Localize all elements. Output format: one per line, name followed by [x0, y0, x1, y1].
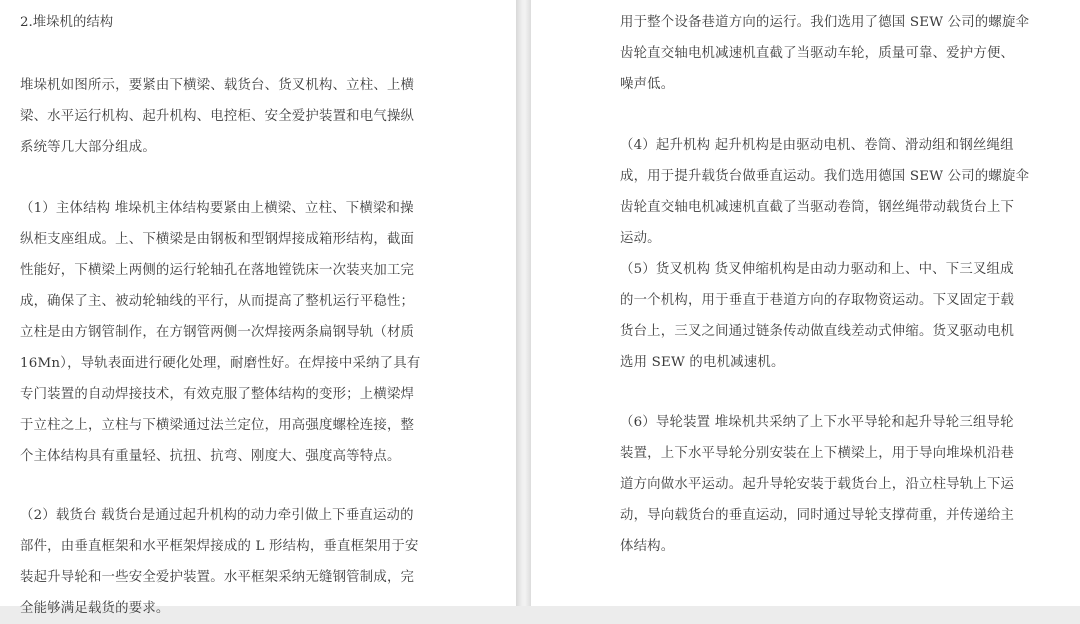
text-line: 体结构。 — [620, 539, 675, 554]
text-line: 齿轮直交轴电机减速机直截了当驱动卷筒，钢丝绳带动载货台上下 — [620, 200, 1015, 215]
text-line: （4）起升机构 起升机构是由驱动电机、卷筒、滑动组和钢丝绳组 — [620, 138, 1014, 153]
text-line: 装起升导轮和一些安全爱护装置。水平框架采纳无缝钢管制成，完 — [20, 570, 415, 585]
page-gutter — [516, 0, 531, 606]
text-line: 立柱是由方钢管制作，在方钢管两侧一次焊接两条扁钢导轨（材质 — [20, 325, 415, 340]
text-line: 纵柜支座组成。上、下横梁是由钢板和型钢焊接成箱形结构，截面 — [20, 232, 415, 247]
text-line: 噪声低。 — [620, 77, 675, 92]
text-line: 部件，由垂直框架和水平框架焊接成的 L 形结构，垂直框架用于安 — [20, 539, 419, 554]
text-line: 个主体结构具有重量轻、抗扭、抗弯、刚度大、强度高等特点。 — [20, 449, 401, 464]
text-line: 16Mn），导轨表面进行硬化处理，耐磨性好。在焊接中采纳了具有 — [20, 356, 421, 371]
section-heading: 2.堆垛机的结构 — [20, 15, 114, 30]
text-line: 道方向做水平运动。起升导轮安装于载货台上，沿立柱导轨上下运 — [620, 477, 1015, 492]
paragraph-travel-drive — [620, 7, 1029, 100]
text-line: 于立柱之上，立柱与下横梁通过法兰定位，用高强度螺栓连接，整 — [20, 418, 415, 433]
text-line: 用于整个设备巷道方向的运行。我们选用了德国 SEW 公司的螺旋伞 — [620, 15, 1030, 30]
text-line: 运动。 — [620, 231, 661, 246]
text-line: 装置，上下水平导轮分别安装在上下横梁上，用于导向堆垛机沿巷 — [620, 446, 1015, 461]
text-line: 选用 SEW 的电机减速机。 — [620, 355, 785, 370]
text-line: 性能好，下横梁上两侧的运行轮轴孔在落地镗铣床一次装夹加工完 — [20, 263, 415, 278]
text-line: 动，导向载货台的垂直运动，同时通过导轮支撑荷重，并传递给主 — [620, 508, 1015, 523]
text-line: 货台上，三叉之间通过链条传动做直线差动式伸缩。货叉驱动电机 — [620, 324, 1015, 339]
paragraph-main-structure — [20, 193, 420, 472]
text-line: 系统等几大部分组成。 — [20, 140, 156, 155]
right-page — [531, 0, 1080, 606]
text-line: 的一个机构，用于垂直于巷道方向的存取物资运动。下叉固定于载 — [620, 293, 1015, 308]
text-line: 齿轮直交轴电机减速机直截了当驱动车轮，质量可靠、爱护方便、 — [620, 46, 1015, 61]
text-line: 全能够满足载货的要求。 — [20, 601, 170, 616]
text-line: 成，确保了主、被动轮轴线的平行，从而提高了整机运行平稳性； — [20, 294, 415, 309]
text-line: 堆垛机如图所示，要紧由下横梁、载货台、货叉机构、立柱、上横 — [20, 78, 415, 93]
paragraph-cargo-platform — [20, 500, 419, 624]
text-line: （6）导轮装置 堆垛机共采纳了上下水平导轮和起升导轮三组导轮 — [620, 415, 1014, 430]
text-line: （1）主体结构 堆垛机主体结构要紧由上横梁、立柱、下横梁和操 — [20, 201, 414, 216]
paragraph-hoist-and-fork — [620, 130, 1029, 378]
text-line: （2）载货台 载货台是通过起升机构的动力牵引做上下垂直运动的 — [20, 508, 414, 523]
text-line: 专门装置的自动焊接技术，有效克服了整体结构的变形；上横梁焊 — [20, 387, 415, 402]
text-line: 成，用于提升载货台做垂直运动。我们选用德国 SEW 公司的螺旋伞 — [620, 169, 1030, 184]
left-page — [0, 0, 516, 616]
paragraph-overview — [20, 70, 414, 163]
paragraph-guide-wheels — [620, 407, 1014, 562]
text-line: 梁、水平运行机构、起升机构、电控柜、安全爱护装置和电气操纵 — [20, 109, 415, 124]
text-line: （5）货叉机构 货叉伸缩机构是由动力驱动和上、中、下三叉组成 — [620, 262, 1014, 277]
